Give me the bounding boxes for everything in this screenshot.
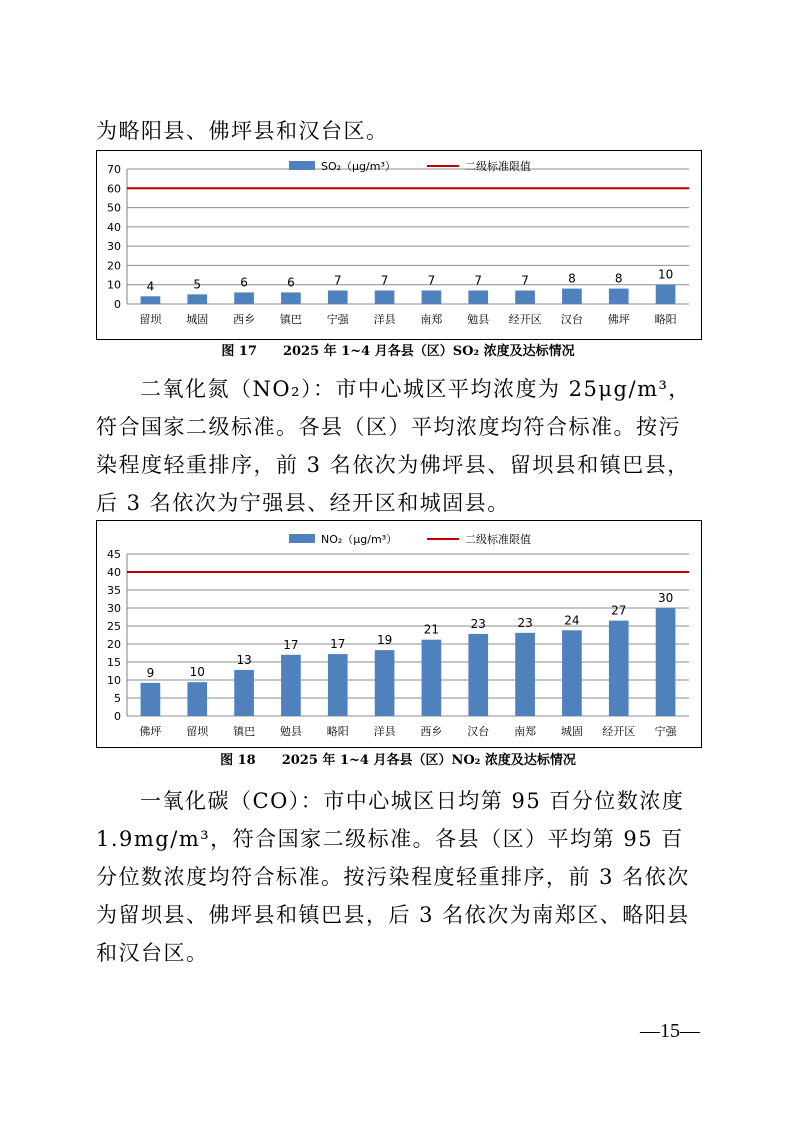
x-tick-label: 经开区 [602, 725, 636, 738]
figure-18-caption: 图 18 2025 年 1~4 月各县（区）NO₂ 浓度及达标情况 [220, 753, 576, 768]
bar [468, 291, 488, 305]
bar [562, 630, 582, 716]
y-tick-label: 10 [107, 674, 121, 687]
data-label: 23 [517, 615, 533, 630]
data-label: 8 [614, 271, 623, 286]
x-tick-label: 宁强 [326, 313, 349, 326]
data-label: 30 [657, 591, 674, 605]
legend-swatch-bar [289, 534, 315, 543]
bar [328, 291, 348, 305]
x-tick-label: 西乡 [420, 725, 443, 738]
data-label: 7 [474, 273, 483, 288]
data-label: 5 [193, 277, 202, 292]
bar [187, 294, 207, 304]
figure-17-caption: 图 17 2025 年 1~4 月各县（区）SO₂ 浓度及达标情况 [221, 344, 575, 359]
x-tick-label: 佛坪 [139, 725, 162, 738]
y-tick-label: 60 [107, 182, 121, 196]
bar [281, 292, 301, 304]
x-tick-label: 西乡 [233, 313, 256, 326]
x-tick-label: 经开区 [508, 313, 542, 326]
x-tick-label: 略阳 [654, 313, 677, 326]
y-tick-label: 5 [114, 692, 121, 705]
bar [234, 292, 254, 304]
x-tick-label: 留坝 [139, 313, 162, 326]
data-label: 27 [611, 603, 627, 618]
bar [375, 291, 395, 305]
bar [141, 683, 161, 716]
x-tick-label: 镇巴 [279, 313, 302, 326]
bar [375, 650, 395, 716]
x-tick-label: 汉台 [560, 313, 583, 326]
x-tick-label: 佛坪 [607, 313, 630, 326]
bar [609, 621, 629, 716]
data-label: 17 [330, 637, 346, 652]
legend-label-series: SO₂（μg/m³） [321, 160, 396, 173]
data-label: 6 [287, 275, 295, 290]
x-tick-label: 城固 [560, 725, 583, 738]
x-tick-label: 勉县 [279, 725, 302, 738]
so2-chart [96, 150, 702, 340]
bar [562, 289, 582, 304]
data-label: 7 [333, 273, 342, 288]
data-label: 17 [283, 637, 299, 652]
paragraph-so2-end: 为略阳县、佛坪县和汉台区。 [96, 119, 389, 143]
no2-chart-svg [97, 521, 701, 747]
x-tick-label: 汉台 [467, 725, 490, 738]
legend-label-series: NO₂（μg/m³） [321, 533, 398, 546]
x-tick-label: 南郑 [420, 313, 443, 326]
bar [656, 285, 676, 304]
bar [234, 670, 254, 716]
data-label: 4 [146, 279, 155, 294]
y-tick-label: 15 [107, 656, 121, 669]
bar [422, 291, 442, 305]
y-tick-label: 70 [107, 163, 121, 176]
paragraph-co: 一氧化碳（CO）：市中心城区日均第 95 百分位数浓度 1.9mg/m³，符合国家二级标准。各县（区）平均第 95 百分位数浓度均符合标准。按污染程度轻重排序，前 3 名依次为留坝县、佛坪县和镇巴县，后 3 名依次为南郑区、略阳县和汉台区。 [96, 789, 690, 965]
bar [281, 655, 301, 716]
y-tick-label: 10 [107, 278, 121, 292]
data-label: 6 [240, 275, 248, 290]
x-tick-label: 宁强 [654, 725, 677, 738]
x-tick-label: 南郑 [514, 725, 537, 738]
y-tick-label: 0 [114, 710, 121, 723]
bar [515, 291, 535, 305]
bar [141, 296, 161, 304]
x-tick-label: 城固 [186, 313, 209, 326]
data-label: 23 [470, 616, 486, 631]
bar [515, 633, 535, 716]
page-number: —15— [640, 1020, 700, 1042]
data-label: 13 [236, 652, 252, 667]
data-label: 7 [380, 273, 389, 288]
y-tick-label: 0 [114, 298, 121, 311]
paragraph-no2: 二氧化氮（NO₂）：市中心城区平均浓度为 25μg/m³，符合国家二级标准。各县（区）平均浓度均符合标准。按污染程度轻重排序，前 3 名依次为佛坪县、留坝县和镇巴县，后 3 名依次为宁强县、经开区和城固县。 [96, 377, 691, 515]
x-tick-label: 洋县 [373, 313, 396, 326]
data-label: 7 [427, 273, 436, 288]
y-tick-label: 35 [107, 584, 121, 597]
y-tick-label: 40 [107, 566, 121, 579]
no2-chart [96, 520, 702, 748]
y-tick-label: 45 [107, 548, 121, 561]
x-tick-label: 略阳 [326, 725, 349, 738]
so2-chart-svg [97, 151, 701, 339]
data-label: 19 [376, 633, 393, 648]
y-tick-label: 20 [107, 638, 121, 651]
bar [328, 654, 348, 716]
y-tick-label: 20 [107, 259, 121, 273]
y-tick-label: 50 [107, 201, 121, 215]
bar [422, 640, 442, 716]
legend-swatch-bar [289, 161, 315, 170]
data-label: 10 [189, 665, 205, 680]
data-label: 21 [423, 622, 440, 637]
bar [468, 634, 488, 716]
data-label: 8 [568, 271, 576, 286]
data-label: 7 [521, 273, 529, 288]
y-tick-label: 40 [107, 220, 121, 234]
x-tick-label: 勉县 [467, 313, 490, 326]
bar [187, 682, 207, 716]
y-tick-label: 25 [107, 620, 121, 633]
x-tick-label: 镇巴 [233, 725, 256, 738]
data-label: 9 [146, 665, 155, 680]
bar [609, 289, 629, 304]
data-label: 10 [657, 267, 674, 282]
y-tick-label: 30 [107, 240, 121, 254]
data-label: 24 [564, 613, 580, 628]
y-tick-label: 30 [107, 602, 121, 615]
x-tick-label: 留坝 [186, 725, 209, 738]
bar [656, 608, 676, 716]
x-tick-label: 洋县 [373, 725, 396, 738]
legend-label-limit: 二级标准限值 [465, 533, 531, 546]
legend-label-limit: 二级标准限值 [465, 160, 531, 173]
